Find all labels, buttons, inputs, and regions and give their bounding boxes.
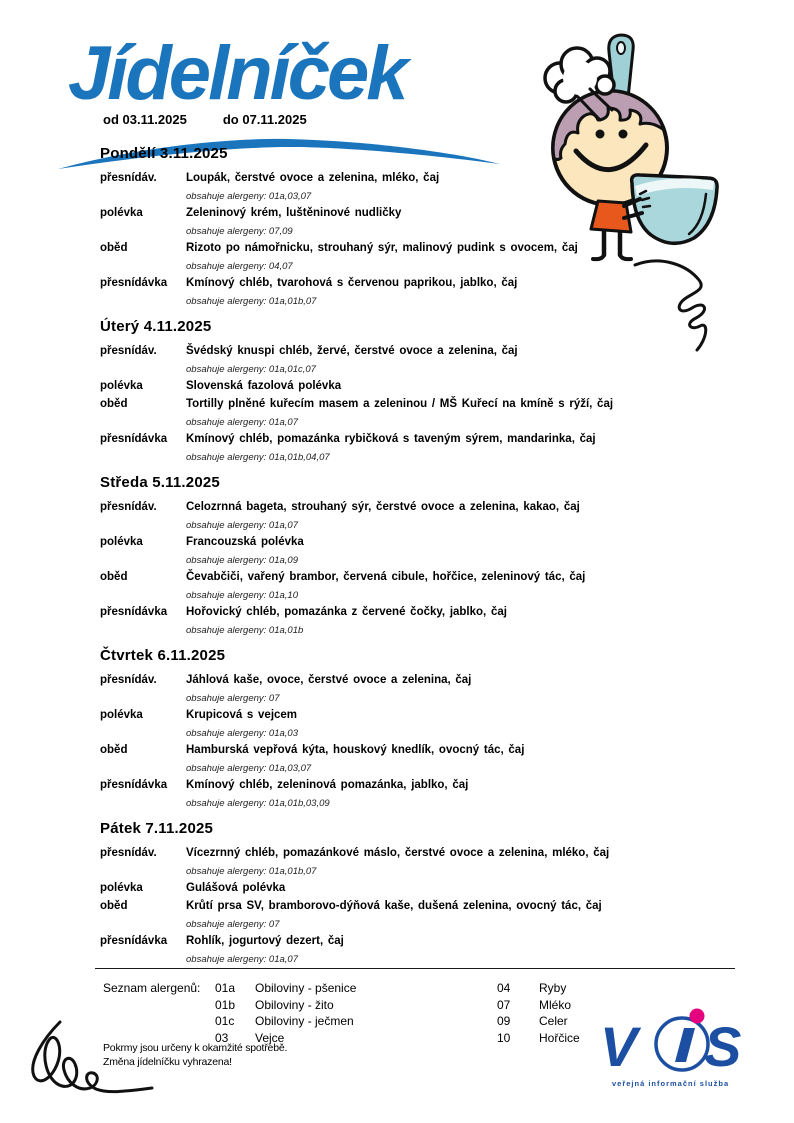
allergen-note: obsahuje alergeny: 01a,03,07 [186,763,312,774]
meal-row [100,708,686,740]
meal-row [100,276,686,308]
meal-row [100,570,686,602]
meal-type-label: polévka [100,709,143,721]
allergen-note: obsahuje alergeny: 01a,07 [186,417,298,428]
allergen-code: 09 [497,1014,511,1028]
meal-row [100,535,686,567]
allergen-note: obsahuje alergeny: 07,09 [186,226,293,237]
meal-row [100,743,686,775]
dish-text: Zeleninový krém, luštěninové nudličky [186,207,402,219]
dish-text: Kmínový chléb, tvarohová s červenou paprikou, jablko, čaj [186,277,518,289]
allergen-name: Obiloviny - pšenice [255,981,357,995]
meal-row [100,171,686,203]
meal-type-label: oběd [100,242,128,254]
allergen-note: obsahuje alergeny: 01a,07 [186,954,298,965]
meal-type-label: přesnídáv. [100,501,157,513]
meal-row [100,673,686,705]
dish-text: Loupák, čerstvé ovoce a zelenina, mléko, čaj [186,172,440,184]
dish-text: Krupicová s vejcem [186,709,298,721]
meal-row [100,881,686,896]
allergen-name: Mléko [539,997,572,1012]
footer-divider [95,968,735,969]
allergen-note: obsahuje alergeny: 01a,07 [186,520,298,531]
meal-row [100,934,686,966]
allergen-note: obsahuje alergeny: 01a,01b,07 [186,866,317,877]
day-section-monday [100,146,686,308]
day-heading: Středa 5.11.2025 [100,474,220,491]
meal-row [100,206,686,238]
dish-text: Tortilly plněné kuřecím masem a zeleninou / MŠ Kuřecí na kmíně s rýží, čaj [186,398,614,410]
meal-type-label: oběd [100,571,128,583]
day-section-thursday [100,648,686,810]
dish-text: Švédský knuspi chléb, žervé, čerstvé ovoce a zelenina, čaj [186,345,518,357]
dish-text: Vícezrnný chléb, pomazánkové máslo, čerstvé ovoce a zelenina, mléko, čaj [186,847,610,859]
dish-text: Francouzská polévka [186,536,304,548]
meal-type-label: polévka [100,207,143,219]
allergen-code: 01a [215,981,236,995]
vis-logo-i-dot [690,1009,705,1024]
dish-text: Kmínový chléb, pomazánka rybičková s taveným sýrem, mandarinka, čaj [186,433,596,445]
date-range [103,112,307,127]
meal-type-label: přesnídávka [100,606,168,618]
meal-type-label: přesnídáv. [100,674,157,686]
allergen-name: Obiloviny - žito [255,997,334,1012]
meal-row [100,379,686,394]
allergen-note: obsahuje alergeny: 01a,01c,07 [186,364,316,375]
vis-logo-letter-s: S [704,1015,742,1078]
day-heading: Pondělí 3.11.2025 [100,145,228,162]
allergen-code: 10 [497,1030,511,1045]
dish-text: Slovenská fazolová polévka [186,380,342,392]
allergen-note: obsahuje alergeny: 01a,03 [186,728,298,739]
allergen-note: obsahuje alergeny: 01a,01b,03,09 [186,798,330,809]
vis-logo [598,1006,768,1094]
meal-row [100,397,686,429]
dish-text: Rohlík, jogurtový dezert, čaj [186,935,344,947]
meal-row [100,500,686,532]
dish-text: Gulášová polévka [186,882,286,894]
allergen-note: obsahuje alergeny: 07 [186,919,280,930]
allergen-name: Obiloviny - ječmen [255,1014,354,1028]
allergen-legend-title: Seznam alergenů: [103,981,201,995]
allergen-note: obsahuje alergeny: 01a,01b [186,625,304,636]
meal-row [100,432,686,464]
date-to: do 07.11.2025 [222,112,307,127]
meal-type-label: polévka [100,380,143,392]
dish-text: Celozrnná bageta, strouhaný sýr, čerstvé ovoce a zelenina, kakao, čaj [186,501,580,513]
allergen-name: Vejce [255,1030,285,1045]
day-heading: Pátek 7.11.2025 [100,820,214,837]
meal-type-label: polévka [100,536,143,548]
menu-content [100,146,686,977]
allergen-note: obsahuje alergeny: 04,07 [186,261,293,272]
allergen-code: 01c [215,1014,235,1028]
allergen-code: 03 [215,1030,229,1045]
meal-type-label: oběd [100,900,128,912]
meal-type-label: přesnídávka [100,779,168,791]
allergen-name: Hořčice [539,1030,580,1045]
allergen-note: obsahuje alergeny: 01a,10 [186,590,298,601]
meal-type-label: přesnídáv. [100,847,157,859]
date-from: od 03.11.2025 [103,112,187,127]
vis-logo-letter-v: V [600,1015,638,1078]
meal-row [100,899,686,931]
allergen-name: Celer [539,1014,568,1028]
meal-type-label: přesnídáv. [100,345,157,357]
allergen-code: 01b [215,997,236,1012]
meal-row [100,241,686,273]
dish-text: Rizoto po námořnicku, strouhaný sýr, malinový pudink s ovocem, čaj [186,242,578,254]
meal-row [100,344,686,376]
dish-text: Hamburská vepřová kýta, houskový knedlík, ovocný tác, čaj [186,744,525,756]
footer-note-consumption: Pokrmy jsou určeny k okamžité spotřebě. [103,1042,288,1054]
allergen-note: obsahuje alergeny: 01a,09 [186,555,298,566]
meal-type-label: přesnídávka [100,277,168,289]
vis-logo-subtitle: veřejná informační služba [612,1079,730,1088]
meal-type-label: oběd [100,744,128,756]
meal-type-label: oběd [100,398,128,410]
footer-notes [103,1041,287,1069]
dish-text: Jáhlová kaše, ovoce, čerstvé ovoce a zelenina, čaj [186,674,472,686]
dish-text: Čevabčiči, vařený brambor, červená cibule, hořčice, zeleninový tác, čaj [186,571,586,583]
footer-note-changes: Změna jídelníčku vyhrazena! [103,1056,232,1068]
allergen-note: obsahuje alergeny: 07 [186,693,280,704]
meal-type-label: přesnídávka [100,935,168,947]
meal-row [100,846,686,878]
meal-type-label: polévka [100,882,143,894]
allergen-legend [103,980,580,1046]
dish-text: Krůtí prsa SV, bramborovo-dýňová kaše, dušená zelenina, ovocný tác, čaj [186,900,602,912]
allergen-name: Ryby [539,981,567,995]
allergen-code: 04 [497,981,511,995]
allergen-code: 07 [497,997,511,1012]
page-title: Jídelníček [68,31,406,116]
day-section-wednesday [100,475,686,637]
allergen-note: obsahuje alergeny: 01a,03,07 [186,191,312,202]
day-heading: Úterý 4.11.2025 [100,318,212,335]
meal-row [100,778,686,810]
meal-type-label: přesnídávka [100,433,168,445]
allergen-note: obsahuje alergeny: 01a,01b,04,07 [186,452,330,463]
day-heading: Čtvrtek 6.11.2025 [100,647,226,664]
dish-text: Kmínový chléb, zeleninová pomazánka, jablko, čaj [186,779,469,791]
day-section-friday [100,821,686,966]
meal-row [100,605,686,637]
meal-type-label: přesnídáv. [100,172,157,184]
dish-text: Hořovický chléb, pomazánka z červené čočky, jablko, čaj [186,606,507,618]
day-section-tuesday [100,319,686,464]
allergen-note: obsahuje alergeny: 01a,01b,07 [186,296,317,307]
vis-logo-i-stem [675,1028,695,1062]
